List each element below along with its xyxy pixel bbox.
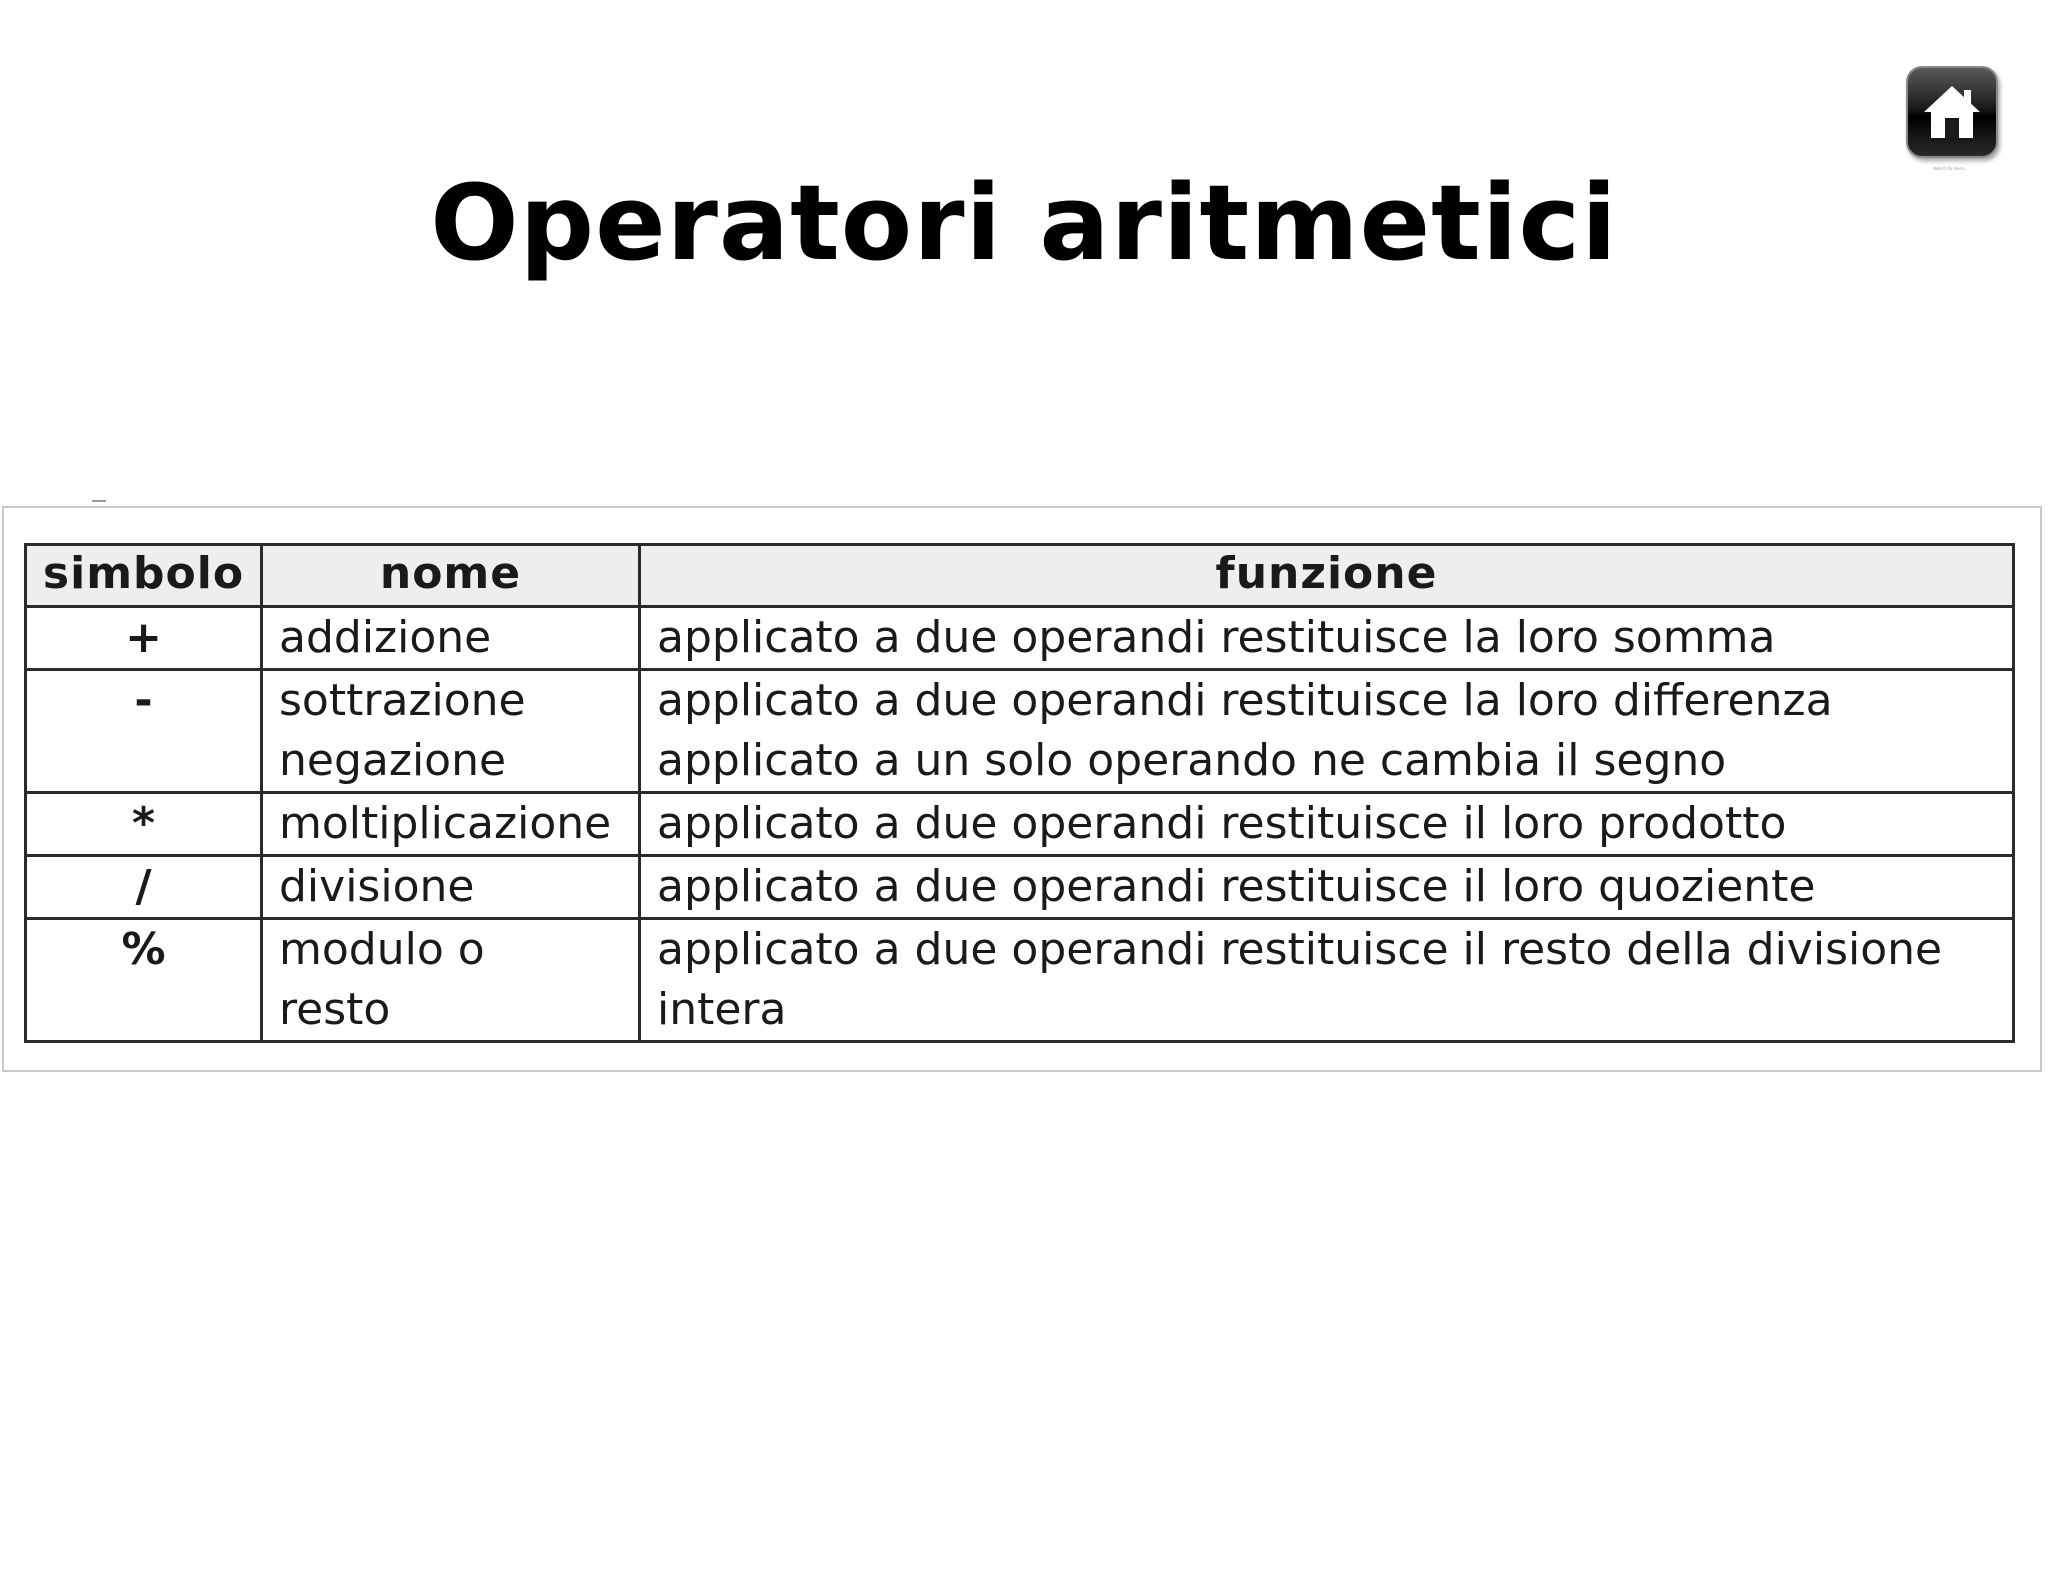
page-title: Operatori aritmetici	[430, 162, 1618, 284]
name-cell: addizione	[262, 607, 640, 670]
table-row	[26, 607, 2014, 670]
name-cell: moltiplicazione	[262, 793, 640, 856]
symbol-cell: -	[26, 670, 262, 793]
home-button[interactable]	[1906, 66, 1998, 158]
operators-table	[24, 543, 2015, 1043]
function-cell: applicato a due operandi restituisce il resto della divisione intera	[640, 919, 2014, 1042]
table-header-row	[26, 545, 2014, 607]
header-name: nome	[262, 545, 640, 607]
name-cell: modulo o resto	[262, 919, 640, 1042]
symbol-cell: %	[26, 919, 262, 1042]
frame-mark	[92, 500, 106, 502]
name-cell: sottrazione negazione	[262, 670, 640, 793]
name-cell: divisione	[262, 856, 640, 919]
symbol-cell: /	[26, 856, 262, 919]
table-row	[26, 793, 2014, 856]
home-icon	[1922, 82, 1982, 142]
table-row	[26, 670, 2014, 793]
table-row	[26, 856, 2014, 919]
header-function: funzione	[640, 545, 2014, 607]
function-cell: applicato a due operandi restituisce il loro quoziente	[640, 856, 2014, 919]
function-cell: applicato a due operandi restituisce la loro differenza applicato a un solo operando ne cambia il segno	[640, 670, 2014, 793]
home-caption: Return to menu	[1933, 166, 1965, 171]
symbol-cell: *	[26, 793, 262, 856]
function-cell: applicato a due operandi restituisce il loro prodotto	[640, 793, 2014, 856]
table-row	[26, 919, 2014, 1042]
function-cell: applicato a due operandi restituisce la loro somma	[640, 607, 2014, 670]
symbol-cell: +	[26, 607, 262, 670]
header-symbol: simbolo	[26, 545, 262, 607]
